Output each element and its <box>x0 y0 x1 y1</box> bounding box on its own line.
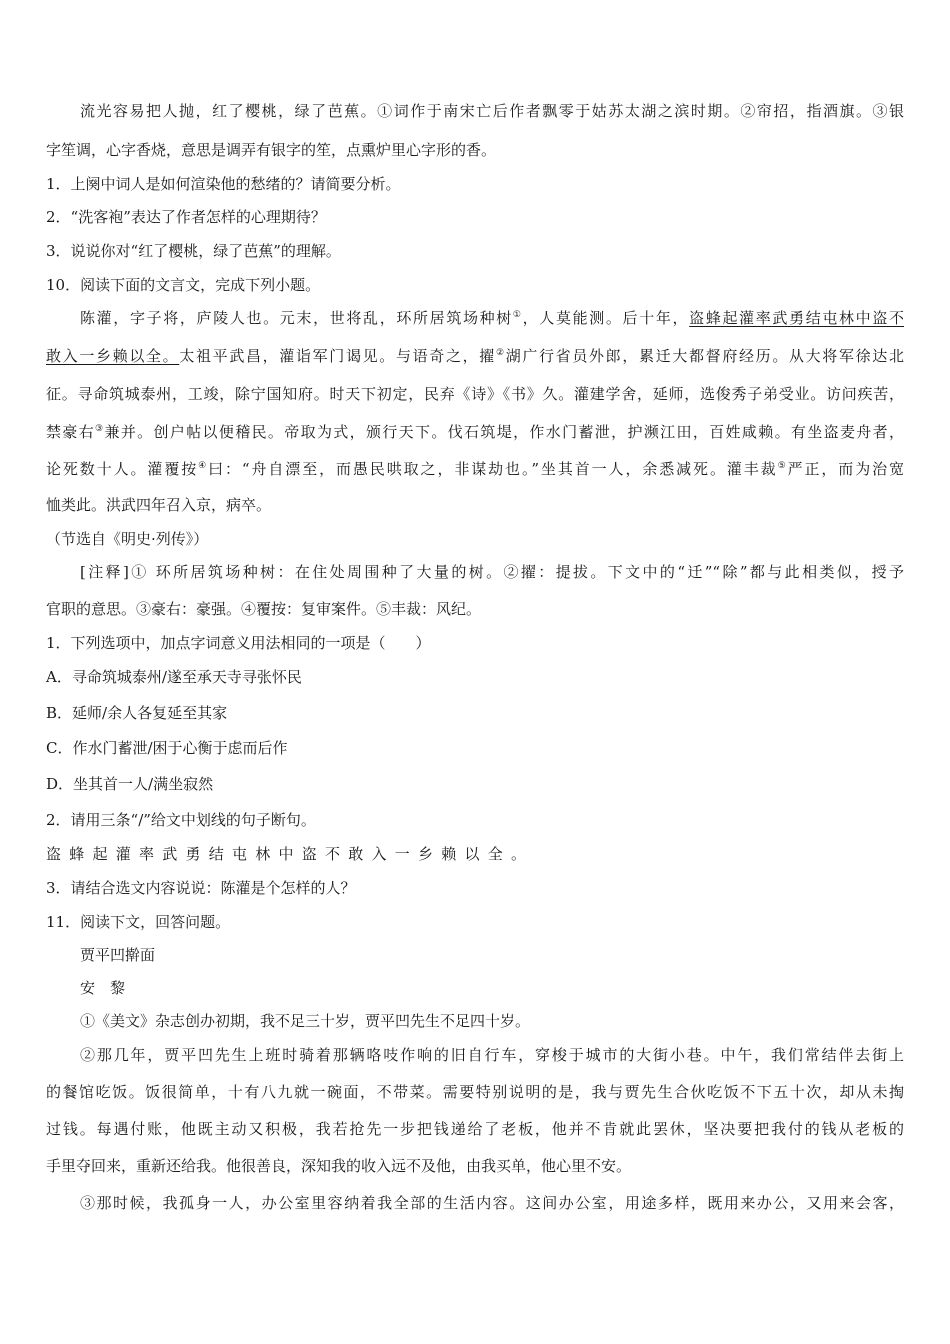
text-segment: 曰：“舟自漂至，而愚民哄取之，非谋劫也。”坐其首一人，余悉减死。灌丰裁 <box>208 460 778 478</box>
classical-text-line-6: 恤类此。洪武四年召入京，病卒。 <box>46 496 272 514</box>
footnote-mark-4: ④ <box>198 461 209 471</box>
article-title: 贾平凹擀面 <box>80 946 156 964</box>
article-paragraph-1: ①《美文》杂志创办初期，我不足三十岁，贾平凹先生不足四十岁。 <box>80 1012 531 1030</box>
article-paragraph-2-line-2: 的餐馆吃饭。饭很简单，十有八九就一碗面，不带菜。需要特别说明的是，我与贾先生合伙吃饭不下五十次，却从未掏 <box>46 1083 904 1101</box>
option-a: A．寻命筑城泰州/遂至承天寺寻张怀民 <box>46 668 302 686</box>
text-segment: ，人莫能测。后十年， <box>522 309 690 327</box>
article-paragraph-2-line-4: 手里夺回来，重新还给我。他很善良，深知我的收入远不及他，由我买单，他心里不安。 <box>46 1157 632 1175</box>
text-segment: 陈灌，字子将，庐陵人也。元末，世将乱，环所居筑场种树 <box>80 309 513 327</box>
text-segment: 禁豪右 <box>46 423 96 441</box>
text-segment: 兼并。创户帖以便稽民。帝取为式，颁行天下。伐石筑堤，作水门蓄泄，护濒江田，百姓咸赖。有坐盗麦舟者， <box>104 423 904 441</box>
sub-question-2: 2．请用三条“/”给文中划线的句子断句。 <box>46 811 316 829</box>
option-d: D．坐其首一人/满坐寂然 <box>46 775 214 793</box>
poem-question-1: 1．上阕中词人是如何渲染他的愁绪的？请简要分析。 <box>46 175 401 193</box>
text-segment: 太祖平武昌，灌诣军门谒见。与语奇之，擢 <box>179 347 496 365</box>
sub-question-1: 1．下列选项中，加点字词意义用法相同的一项是（ ） <box>46 634 431 652</box>
article-paragraph-2-line-1: ②那几年，贾平凹先生上班时骑着那辆咯吱作响的旧自行车，穿梭于城市的大街小巷。中午，我们常结伴去街上 <box>80 1046 904 1064</box>
underlined-sentence-part-1: 盗蜂起灌率武勇结屯林中盗不 <box>689 309 904 327</box>
poem-note-line-1: 流光容易把人抛，红了樱桃，绿了芭蕉。①词作于南宋亡后作者飘零于姑苏太湖之滨时期。②帘招，指酒旗。③银 <box>80 102 904 120</box>
question-11-heading: 11．阅读下文，回答问题。 <box>46 913 231 931</box>
classical-text-line-2 <box>46 346 904 368</box>
source-citation: （节选自《明史·列传》） <box>46 530 209 548</box>
article-author: 安 黎 <box>80 979 126 997</box>
poem-question-2: 2．“洗客袍”表达了作者怎样的心理期待？ <box>46 208 326 226</box>
footnote-mark-2: ② <box>495 348 506 358</box>
classical-text-line-1 <box>80 308 904 330</box>
classical-text-line-5 <box>46 459 904 481</box>
text-segment: 严正，而为治宽 <box>787 460 904 478</box>
annotation-line-2: 官职的意思。③豪右：豪强。④覆按：复审案件。⑤丰裁：风纪。 <box>46 600 482 618</box>
article-paragraph-2-line-3: 过钱。每遇付账，他既主动又积极，我若抢先一步把钱递给了老板，他并不肯就此罢休，坚决要把我付的钱从老板的 <box>46 1120 904 1138</box>
text-segment: 湖广行省员外郎，累迁大都督府经历。从大将军徐达北 <box>505 347 904 365</box>
footnote-mark-1: ① <box>512 310 523 320</box>
text-segment: 论死数十人。灌覆按 <box>46 460 199 478</box>
footnote-mark-5: ⑤ <box>777 461 788 471</box>
article-paragraph-3-line-1: ③那时候，我孤身一人，办公室里容纳着我全部的生活内容。这间办公室，用途多样，既用来办公，又用来会客， <box>80 1194 904 1212</box>
classical-text-line-3: 征。寻命筑城泰州，工竣，除宁国知府。时天下初定，民弃《诗》《书》久。灌建学舍，延师，选俊秀子弟受业。访问疾苦， <box>46 385 904 403</box>
annotation-line-1: [注释]① 环所居筑场种树：在住处周围种了大量的树。②擢：提拔。下文中的“迁”“除”都与此相类似，授予 <box>80 563 904 581</box>
underlined-sentence-part-2: 敢入一乡赖以全。 <box>46 347 180 365</box>
classical-text-line-4 <box>46 422 904 444</box>
sub-question-3: 3．请结合选文内容说说：陈灌是个怎样的人？ <box>46 879 356 897</box>
poem-note-line-2: 字笙调，心字香烧，意思是调弄有银字的笙，点熏炉里心字形的香。 <box>46 141 497 159</box>
punctuation-sentence: 盗蜂起灌率武勇结屯林中盗不敢入一乡赖以全。 <box>46 845 535 863</box>
option-b: B．延师/余人各复延至其家 <box>46 704 228 722</box>
option-c: C．作水门蓄泄/困于心衡于虑而后作 <box>46 739 288 757</box>
footnote-mark-3: ③ <box>95 424 105 434</box>
poem-question-3: 3．说说你对“红了樱桃，绿了芭蕉”的理解。 <box>46 242 341 260</box>
question-10-heading: 10．阅读下面的文言文，完成下列小题。 <box>46 276 321 294</box>
